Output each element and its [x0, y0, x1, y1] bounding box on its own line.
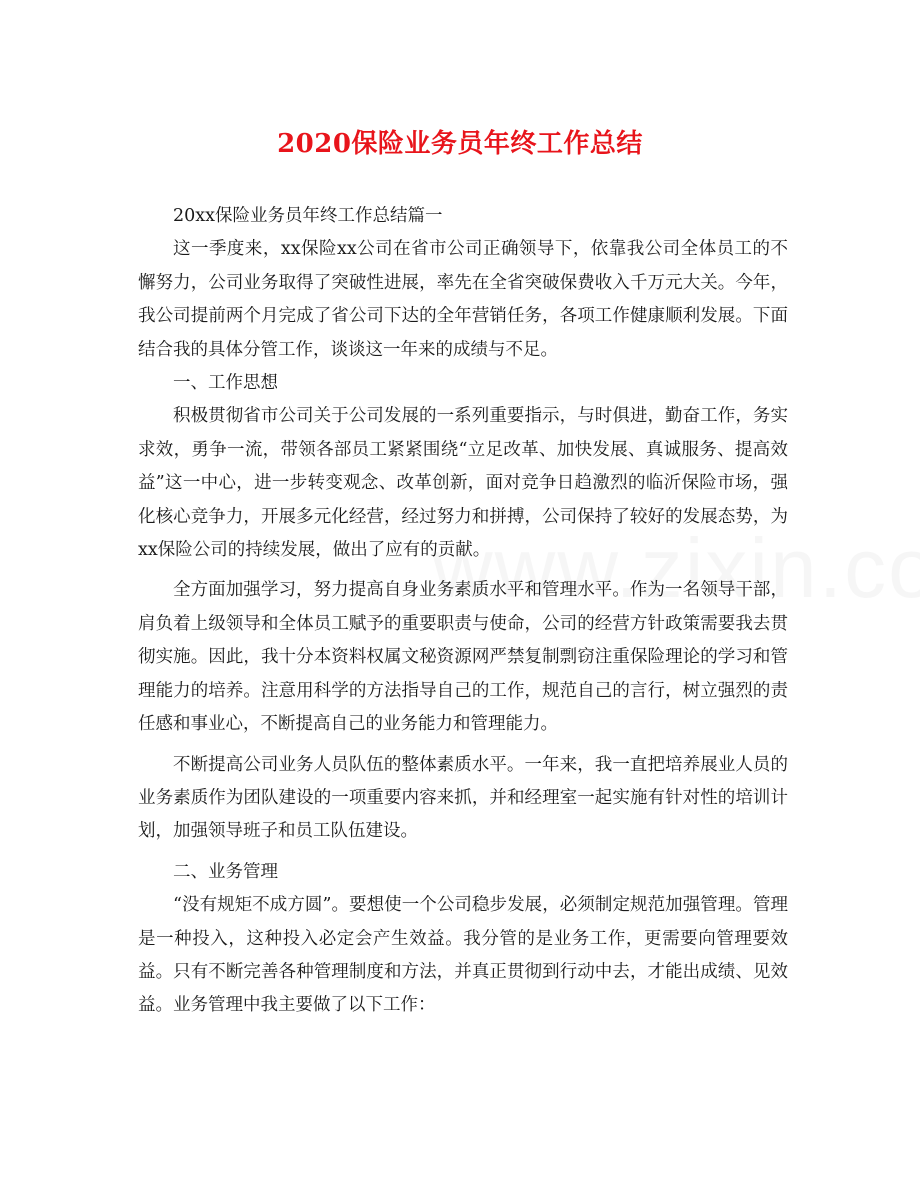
body-paragraph: 全方面加强学习，努力提高自身业务素质水平和管理水平。作为一名领导干部，肩负着上级领导和全体员工赋予的重要职责与使命，公司的经营方针政策需要我去贯彻实施。因此，我十分本资料权属文秘资源网严禁复制剽窃注重保险理论的学习和管理能力的培养。注意用科学的方法指导自己的工作，规范自己的言行，树立强烈的责任感和事业心，不断提高自己的业务能力和管理能力。 — [138, 580, 788, 735]
section-heading: 一、工作思想 — [173, 373, 278, 394]
section-subtitle: 20xx保险业务员年终工作总结篇一 — [173, 206, 443, 226]
document-title: 2020保险业务员年终工作总结 — [277, 129, 643, 159]
document-body — [138, 200, 788, 1023]
body-paragraph: “没有规矩不成方圆”。要想使一个公司稳步发展，必须制定规范加强管理。管理是一种投入，这种投入必定会产生效益。我分管的是业务工作，更需要向管理要效益。只有不断完善各种管理制度和方法，并真正贯彻到行动中去，才能出成绩、见效益。业务管理中我主要做了以下工作： — [138, 895, 788, 1016]
body-paragraph: 积极贯彻省市公司关于公司发展的一系列重要指示，与时俱进，勤奋工作，务实求效，勇争一流，带领各部员工紧紧围绕“立足改革、加快发展、真诚服务、提高效益”这一中心，进一步转变观念、改革创新，面对竞争日趋激烈的临沂保险市场，强化核心竞争力，开展多元化经营，经过努力和拼搏，公司保持了较好的发展态势，为xx保险公司的持续发展，做出了应有的贡献。 — [138, 406, 788, 561]
body-paragraph: 这一季度来，xx保险xx公司在省市公司正确领导下，依靠我公司全体员工的不懈努力，公司业务取得了突破性进展，率先在全省突破保费收入千万元大关。今年，我公司提前两个月完成了省公司下达的全年营销任务，各项工作健康顺利发展。下面结合我的具体分管工作，谈谈这一年来的成绩与不足。 — [138, 239, 788, 360]
section-heading: 二、业务管理 — [173, 861, 278, 882]
body-paragraph: 不断提高公司业务人员队伍的整体素质水平。一年来，我一直把培养展业人员的业务素质作为团队建设的一项重要内容来抓，并和经理室一起实施有针对性的培训计划，加强领导班子和员工队伍建设。 — [138, 754, 788, 842]
